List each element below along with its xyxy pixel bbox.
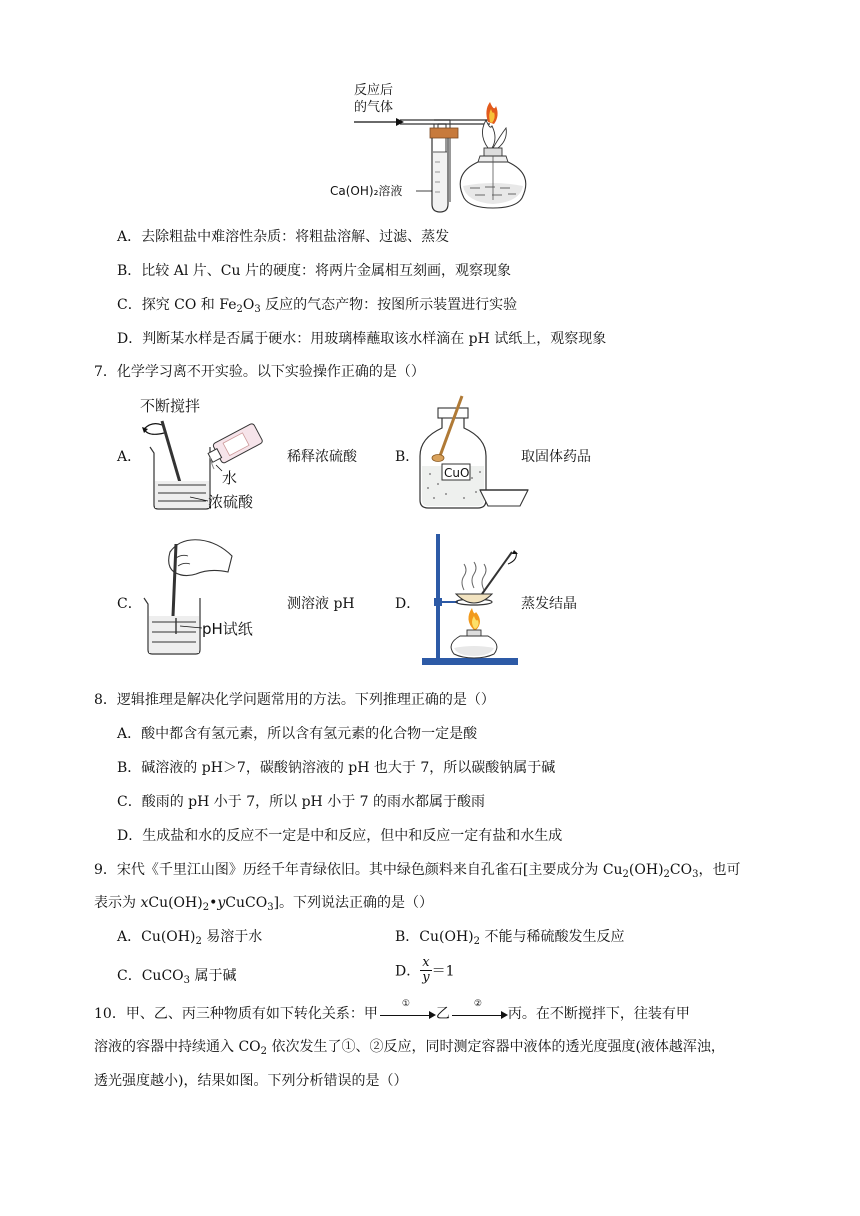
- q7-c-letter: C．: [117, 596, 142, 612]
- q9-stem-line2: [94, 892, 433, 912]
- q8-option-d: D．生成盐和水的反应不一定是中和反应，但中和反应一定有盐和水生成: [117, 828, 563, 844]
- q7-stem: 7．化学学习离不开实验。以下实验操作正确的是（）: [94, 364, 425, 380]
- q7-a-text: 稀释浓硫酸: [287, 449, 357, 465]
- q9-l2-d: CuCO: [225, 895, 268, 911]
- q10-arrow-2: [450, 999, 508, 1021]
- q9-l1-s3: 3: [692, 869, 699, 880]
- q10-l2-b: 依次发生了①、②反应，同时测定容器中液体的透光度强度(液体越浑浊，: [267, 1039, 725, 1055]
- q9-option-b: [395, 926, 624, 946]
- q7-a-letter: A．: [117, 449, 142, 465]
- q9-d-denominator: y: [422, 970, 430, 985]
- q7-b-text: 取固体药品: [521, 449, 591, 465]
- q10-arrow-1-label: ①: [401, 999, 410, 1009]
- q10-stem-line1: [94, 999, 690, 1023]
- q9-b-b: 不能与稀硫酸发生反应: [480, 929, 625, 945]
- q9-l1-s2: 2: [663, 869, 670, 880]
- q6-option-d: D．判断某水样是否属于硬水：用玻璃棒蘸取该水样滴在 pH 试纸上，观察现象: [117, 331, 607, 347]
- q7-d-letter: D．: [395, 596, 421, 612]
- q9-option-d: [395, 956, 455, 985]
- q9-c-b: 属于碱: [190, 968, 237, 984]
- q9-d-letter: D．: [395, 963, 421, 980]
- q9-c-a: C．CuCO: [117, 968, 184, 984]
- q7-c-ph-label: pH试纸: [202, 620, 253, 638]
- q10-arrow-1: [378, 999, 436, 1021]
- q9-option-c: [117, 965, 236, 985]
- q6-option-a: A．去除粗盐中难溶性杂质：将粗盐溶解、过滤、蒸发: [117, 229, 450, 245]
- q8-option-a: A．酸中都含有氢元素，所以含有氢元素的化合物一定是酸: [117, 726, 478, 742]
- q10-stem-line2: [94, 1036, 725, 1056]
- q8-option-c: C．酸雨的 pH 小于 7，所以 pH 小于 7 的雨水都属于酸雨: [117, 794, 486, 810]
- q9-l1-s1: 2: [622, 869, 629, 880]
- q6-option-b: B．比较 Al 片、Cu 片的硬度：将两片金属相互刻画，观察现象: [117, 263, 511, 279]
- q6-gas-label-line1: 反应后: [354, 83, 394, 98]
- q7-a-figure: [140, 393, 272, 517]
- q10-stem-line3: 透光强度越小)，结果如图。下列分析错误的是（）: [94, 1073, 408, 1089]
- q9-a-s: 2: [195, 936, 202, 947]
- q9-l1-b: (OH): [628, 862, 664, 878]
- q10-l1-a: 10．甲、乙、丙三种物质有如下转化关系：甲: [94, 1006, 378, 1022]
- q9-c-s: 3: [183, 975, 191, 986]
- q10-l1-b: 乙: [435, 1006, 450, 1022]
- q7-b-figure: [416, 394, 532, 512]
- q7-a-water-label: 水: [222, 469, 238, 487]
- q8-option-b: B．碱溶液的 pH＞7，碳酸钠溶液的 pH 也大于 7，所以碳酸钠属于碱: [117, 760, 556, 776]
- q7-d-text: 蒸发结晶: [521, 596, 577, 612]
- q6-option-c: [117, 294, 517, 314]
- q10-arrow-2-label: ②: [473, 999, 482, 1009]
- q9-b-a: B．Cu(OH): [395, 929, 474, 945]
- q9-l2-s1: 2: [202, 902, 210, 913]
- q9-b-s: 2: [473, 936, 481, 947]
- q6-apparatus-figure: [330, 82, 540, 217]
- q10-l2-a: 溶液的容器中持续通入 CO: [94, 1039, 261, 1055]
- q9-l2-a: 表示为: [94, 895, 141, 911]
- q7-c-text: 测溶液 pH: [287, 596, 355, 612]
- q9-l2-e: ]。下列说法正确的是（）: [273, 895, 434, 911]
- q9-a-a: A．Cu(OH): [117, 929, 196, 945]
- q9-a-b: 易溶于水: [201, 929, 263, 945]
- q7-b-letter: B．: [395, 449, 420, 465]
- q10-l2-s: 2: [260, 1046, 268, 1057]
- q7-d-figure: [418, 530, 536, 670]
- q8-stem: 8．逻辑推理是解决化学问题常用的方法。下列推理正确的是（）: [94, 692, 495, 708]
- q7-a-acid-label: 浓硫酸: [208, 493, 254, 511]
- q6-gas-label-line2: 的气体: [354, 100, 394, 115]
- q9-l1-d: ，也可: [698, 862, 741, 878]
- q9-d-fraction: [420, 956, 431, 985]
- q6-option-c-pre: C．探究 CO 和 Fe: [117, 297, 237, 313]
- q9-l1-a: 9．宋代《千里江山图》历经千年青绿依旧。其中绿色颜料来自孔雀石[主要成分为 Cu: [94, 862, 623, 878]
- q6-option-c-post: 反应的气态产物：按图所示装置进行实验: [260, 297, 518, 313]
- q6-solution-label: Ca(OH)₂溶液: [330, 184, 403, 198]
- q9-l2-b: Cu(OH): [148, 895, 203, 911]
- q7-a-stir-label: 不断搅拌: [140, 397, 201, 415]
- q9-option-a: [117, 926, 262, 946]
- q9-d-numerator: x: [420, 956, 431, 971]
- q9-l2-c: •: [209, 895, 218, 911]
- q9-l1-c: CO: [669, 862, 693, 878]
- q6-option-c-sub1: 2: [236, 304, 243, 315]
- q9-l2-x: x: [140, 895, 149, 911]
- q6-option-c-sub2: 3: [254, 304, 261, 315]
- q10-l1-c: 丙。在不断搅拌下，往装有甲: [507, 1006, 690, 1022]
- q7-c-figure: [140, 538, 270, 660]
- q9-stem-line1: [94, 859, 741, 879]
- q9-l2-s2: 3: [267, 902, 274, 913]
- q9-l2-y: y: [217, 895, 226, 911]
- q7-b-cuo-label: CuO: [444, 466, 470, 480]
- q6-option-c-mid: O: [242, 297, 255, 313]
- q9-d-eq: ＝1: [431, 963, 455, 980]
